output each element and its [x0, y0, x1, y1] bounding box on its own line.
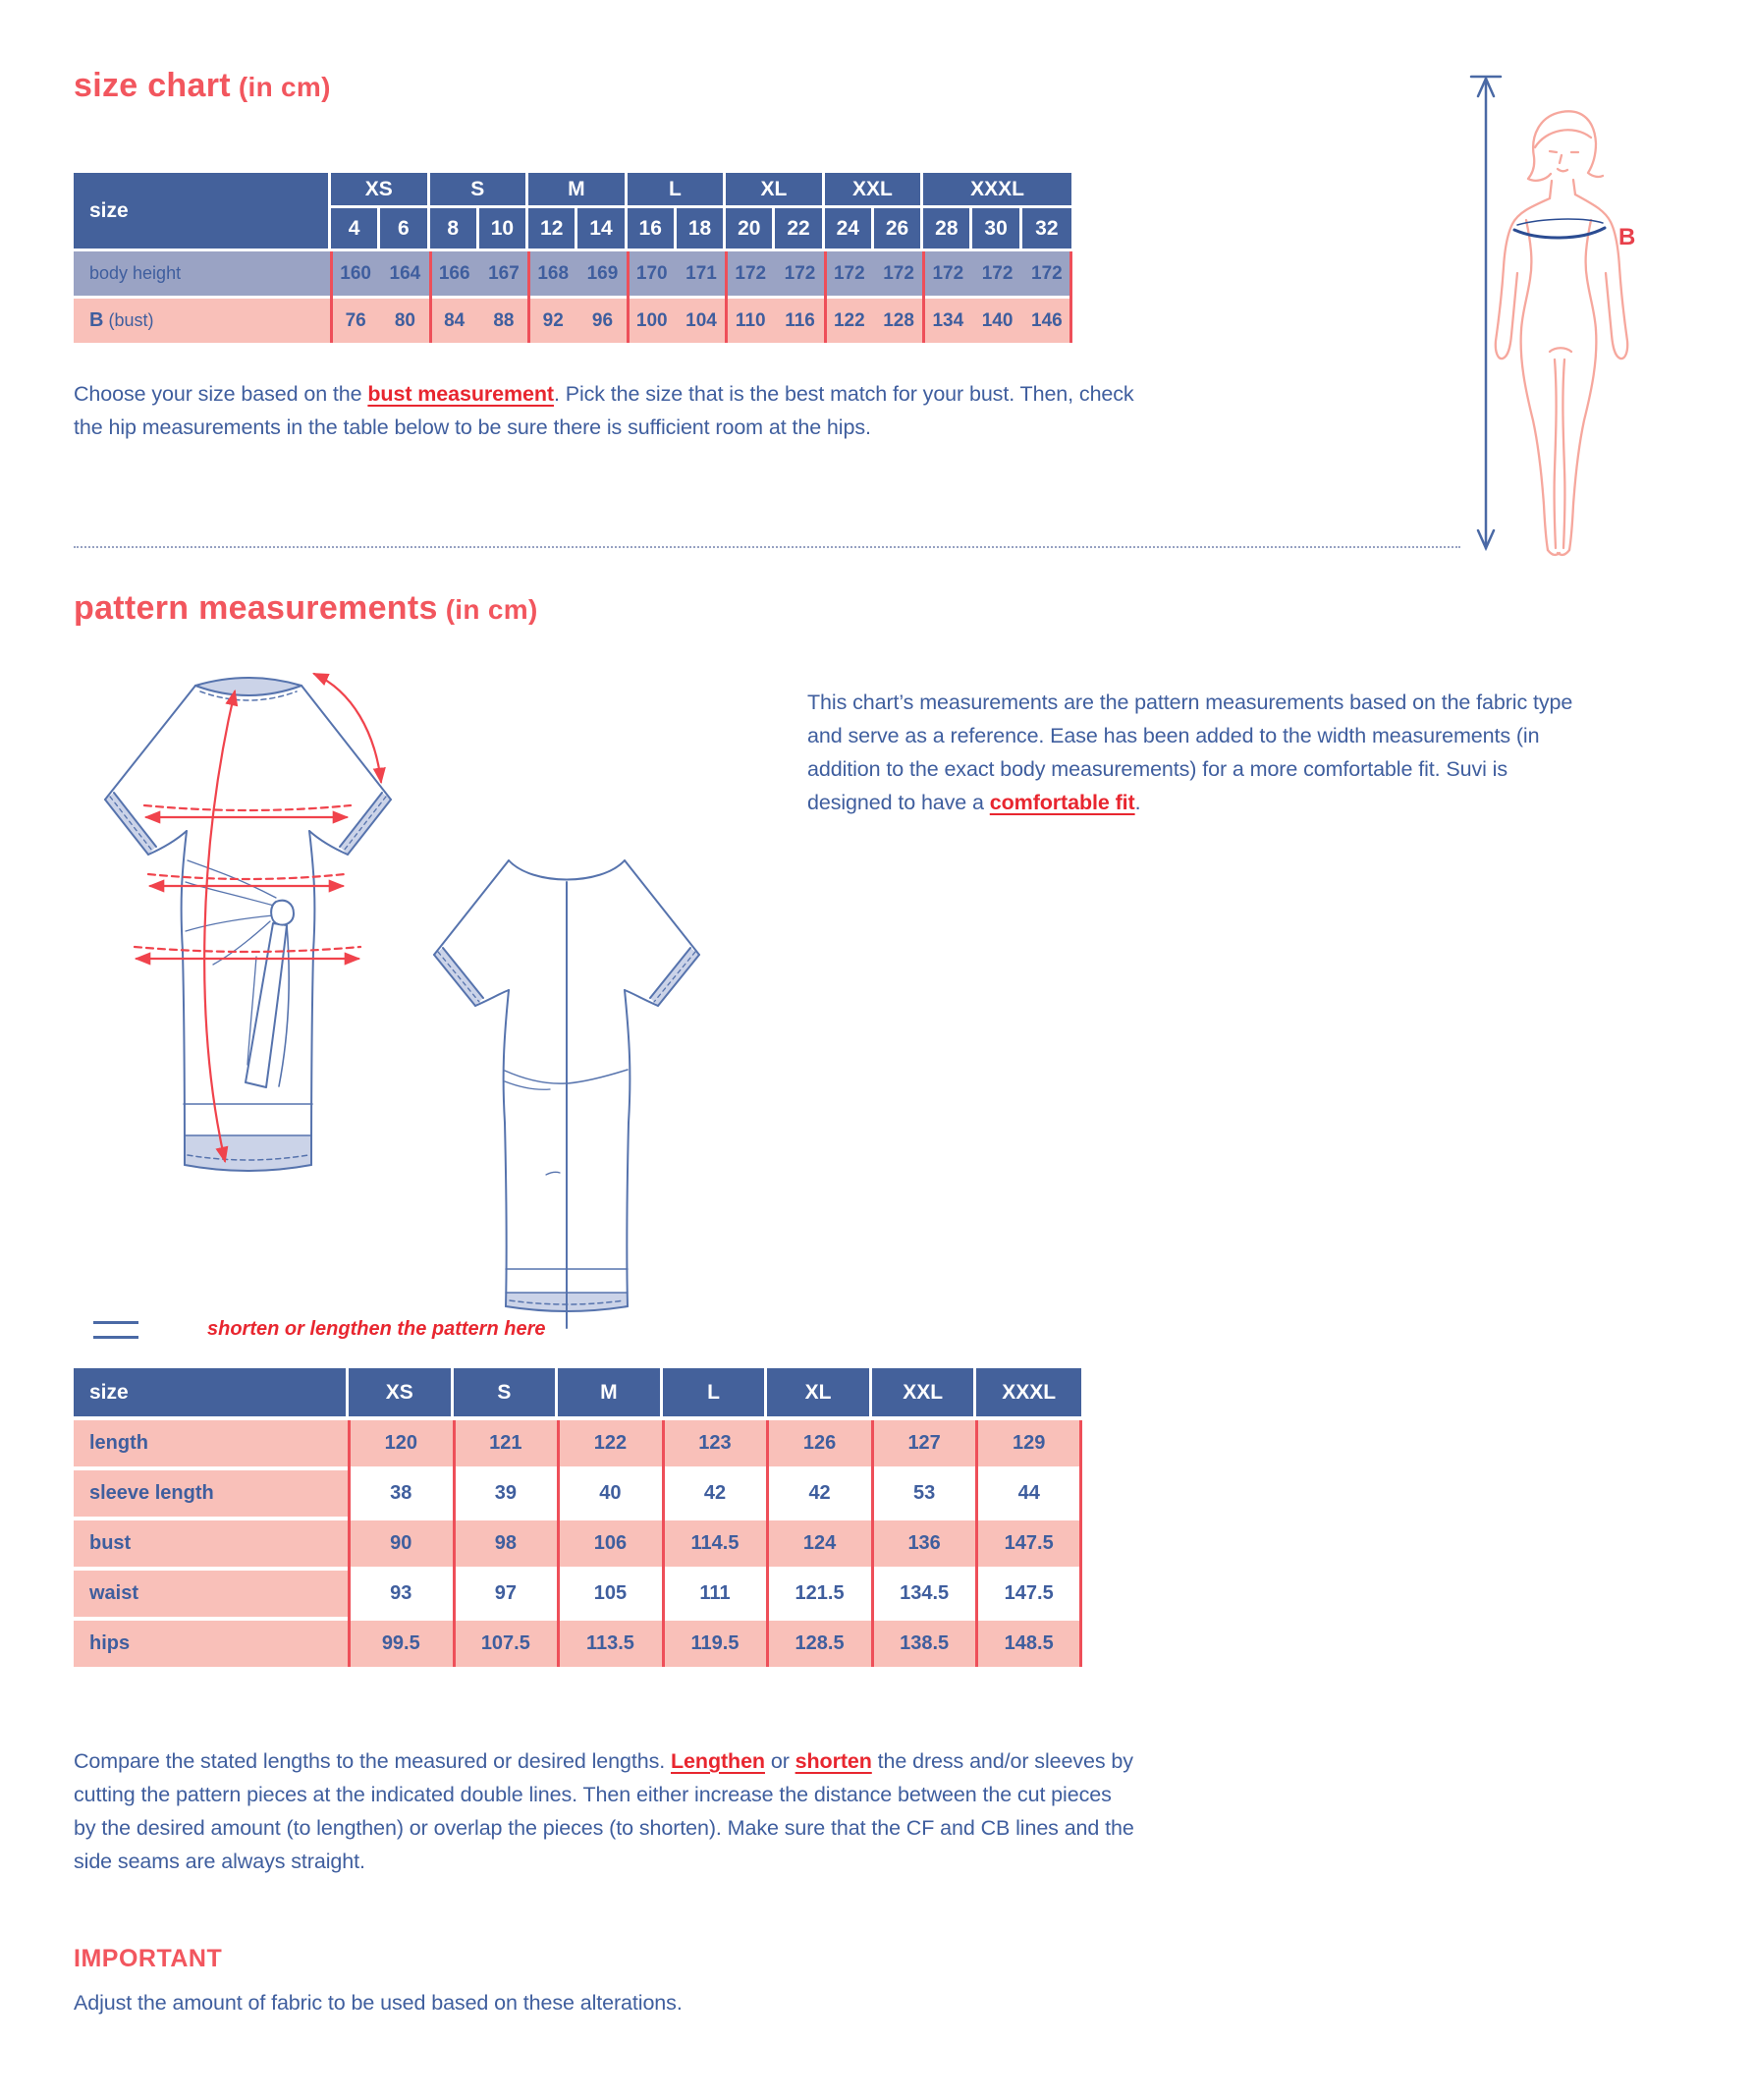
measurement-value: 122	[558, 1420, 663, 1466]
size-group-header: L	[628, 173, 727, 208]
size-chart-heading	[74, 67, 331, 105]
size-chart-value: 172	[735, 262, 767, 284]
measurement-row	[74, 1621, 1081, 1667]
size-chart-value: 104	[685, 309, 717, 331]
size-chart-value: 92	[542, 309, 564, 331]
group-separator-line	[824, 251, 827, 343]
size-chart-value: 76	[345, 309, 366, 331]
measurement-value: 39	[454, 1470, 559, 1517]
column-separator-line	[662, 1420, 665, 1667]
size-chart-value: 172	[883, 262, 914, 284]
measurement-row	[74, 1571, 1081, 1617]
measurement-value: 127	[872, 1420, 977, 1466]
size-chart-value: 168	[537, 262, 570, 284]
size-number-header: 16	[628, 208, 677, 249]
size-chart-value: 166	[438, 262, 470, 284]
measurement-value: 42	[663, 1470, 768, 1517]
size-chart-value: 172	[1031, 262, 1063, 284]
woman-figure	[1496, 111, 1627, 555]
column-separator-line	[1079, 1420, 1082, 1667]
measurement-value: 90	[349, 1520, 454, 1567]
size-number-header: 18	[677, 208, 726, 249]
size-chart-corner-label: size	[74, 173, 331, 249]
group-separator-line	[922, 251, 925, 343]
size-chart-value: 172	[932, 262, 964, 284]
shorten-link[interactable]: shorten	[795, 1749, 872, 1773]
front-shaded-areas	[105, 678, 391, 1171]
important-title: IMPORTANT	[74, 1945, 223, 1972]
measurement-value: 38	[349, 1470, 454, 1517]
pattern-measurements-table	[74, 1368, 1081, 1667]
measurement-row	[74, 1520, 1081, 1567]
size-number-header: 6	[380, 208, 429, 249]
comfortable-fit-link[interactable]: comfortable fit	[989, 791, 1135, 814]
measurement-value: 44	[976, 1470, 1081, 1517]
measurement-value: 93	[349, 1571, 454, 1617]
size-chart-value: 100	[635, 309, 668, 331]
size-number-header: 14	[577, 208, 627, 249]
measurement-value: 97	[454, 1571, 559, 1617]
size-number-header: 26	[874, 208, 923, 249]
group-separator-line	[725, 251, 728, 343]
measurement-value: 98	[454, 1520, 559, 1567]
group-separator-line	[429, 251, 432, 343]
measurement-value: 119.5	[663, 1621, 768, 1667]
lengthen-link[interactable]: Lengthen	[671, 1749, 765, 1773]
pattern-measurements-title: pattern measurements	[74, 589, 438, 627]
measurement-row-label: hips	[74, 1621, 349, 1667]
measurement-value: 113.5	[558, 1621, 663, 1667]
group-separator-line	[1069, 251, 1072, 343]
compare-text-1: Compare the stated lengths to the measured or desired lengths.	[74, 1749, 672, 1773]
compare-text-2: or	[764, 1749, 795, 1773]
size-chart-value: 160	[340, 262, 371, 284]
size-group-header: XXXL	[923, 173, 1071, 208]
size-chart-row-label: body height	[89, 263, 182, 283]
measurement-value: 134.5	[872, 1571, 977, 1617]
dress-front-sketch	[83, 662, 412, 1222]
pattern-measurements-heading	[74, 589, 538, 628]
measurement-value: 121.5	[767, 1571, 872, 1617]
pattern-size-header: XXXL	[976, 1368, 1081, 1416]
measurement-value: 120	[349, 1420, 454, 1466]
pattern-intro-paragraph	[807, 686, 1593, 819]
size-group-header: XL	[726, 173, 825, 208]
size-group-header: M	[528, 173, 628, 208]
compare-text-3: the dress and/or sleeves by cutting the pattern pieces at the indicated double lines. Then either increase the distance between the cut pieces by the desired amount (to lengthen) or overlap the pieces (to shorten). Make sure that the CF and CB lines and the side seams are always straight.	[74, 1749, 1134, 1873]
important-text: Adjust the amount of fabric to be used based on these alterations.	[74, 1991, 683, 2015]
size-number-header: 24	[825, 208, 874, 249]
size-chart-table	[74, 173, 1071, 343]
pattern-size-header: L	[663, 1368, 768, 1416]
measurement-row-label: length	[74, 1420, 349, 1466]
measurement-value: 107.5	[454, 1621, 559, 1667]
measurement-value: 129	[976, 1420, 1081, 1466]
size-chart-value: 167	[488, 262, 520, 284]
size-chart-value: 172	[981, 262, 1014, 284]
pattern-size-header: S	[454, 1368, 559, 1416]
pattern-table-header	[74, 1368, 1081, 1416]
column-separator-line	[975, 1420, 978, 1667]
size-chart-value: 169	[586, 262, 619, 284]
measurement-value: 111	[663, 1571, 768, 1617]
size-number-header: 20	[726, 208, 775, 249]
size-chart-value: 172	[833, 262, 865, 284]
measurement-value: 121	[454, 1420, 559, 1466]
body-figure-illustration	[1436, 65, 1672, 561]
size-number-header: 8	[430, 208, 479, 249]
size-chart-value: 164	[389, 262, 421, 284]
measurement-value: 105	[558, 1571, 663, 1617]
front-outline	[105, 678, 391, 1171]
size-chart-value: 88	[493, 309, 515, 331]
measurement-row-label: bust	[74, 1520, 349, 1567]
bust-measurement-link[interactable]: bust measurement	[367, 382, 554, 406]
size-chart-row-label: B (bust)	[89, 309, 154, 331]
size-chart-value: 172	[784, 262, 816, 284]
size-chart-value: 80	[394, 309, 415, 331]
double-cut-lines-icon	[93, 1321, 138, 1339]
column-separator-line	[348, 1420, 351, 1667]
size-chart-table-body	[74, 251, 1071, 343]
measurement-value: 53	[872, 1470, 977, 1517]
size-chart-table-header	[74, 173, 1071, 249]
size-chart-value: 110	[735, 309, 766, 331]
back-outline	[434, 860, 699, 1328]
size-chart-unit: (in cm)	[238, 72, 331, 102]
measurement-value: 99.5	[349, 1621, 454, 1667]
pattern-size-header: XS	[349, 1368, 454, 1416]
measurement-value: 136	[872, 1520, 977, 1567]
measurement-value: 148.5	[976, 1621, 1081, 1667]
compare-paragraph	[74, 1744, 1139, 1878]
dress-back-sketch	[416, 843, 717, 1346]
measurement-value: 42	[767, 1470, 872, 1517]
size-chart-value: 171	[685, 262, 717, 284]
size-chart-value: 96	[591, 309, 614, 331]
size-number-header: 28	[923, 208, 972, 249]
pattern-size-header: XL	[767, 1368, 872, 1416]
pattern-size-header: XXL	[872, 1368, 977, 1416]
measurement-value: 123	[663, 1420, 768, 1466]
intro-text-1: This chart’s measurements are the pattern measurements based on the fabric type and serve as a reference. Ease has been added to the width measurements (in addition to the exact body measurements) for a more comfortable fit. Suvi is designed to have a	[807, 691, 1573, 814]
measurement-value: 106	[558, 1520, 663, 1567]
height-arrow	[1471, 77, 1501, 548]
size-chart-value: 84	[444, 309, 466, 331]
size-number-header: 12	[528, 208, 577, 249]
size-chart-value: 170	[635, 262, 668, 284]
size-chart-value: 146	[1031, 309, 1063, 331]
measurement-value: 126	[767, 1420, 872, 1466]
size-group-header: XS	[331, 173, 430, 208]
size-number-header: 32	[1022, 208, 1071, 249]
measurement-value: 147.5	[976, 1520, 1081, 1567]
group-separator-line	[627, 251, 630, 343]
measurement-row	[74, 1420, 1081, 1466]
bust-letter-label: B	[1618, 224, 1636, 250]
size-chart-value: 128	[883, 309, 914, 331]
size-chart-value: 140	[981, 309, 1014, 331]
size-number-header: 22	[775, 208, 824, 249]
group-separator-line	[330, 251, 333, 343]
legend-label: shorten or lengthen the pattern here	[207, 1318, 546, 1340]
measurement-row	[74, 1470, 1081, 1517]
pattern-table-corner-label: size	[74, 1368, 349, 1416]
note-text-2: . Pick the size that is the best match for your bust. Then, check the hip measurements in the table below to be sure there is sufficient room at the hips.	[74, 382, 1134, 439]
measurement-row-label: sleeve length	[74, 1470, 349, 1517]
size-number-header: 30	[972, 208, 1021, 249]
measurement-row-label: waist	[74, 1571, 349, 1617]
intro-text-2: .	[1134, 791, 1141, 814]
column-separator-line	[871, 1420, 874, 1667]
size-group-header: S	[430, 173, 529, 208]
size-chart-title: size chart	[74, 67, 231, 104]
measurement-value: 40	[558, 1470, 663, 1517]
size-number-header: 4	[331, 208, 380, 249]
size-number-header: 10	[479, 208, 528, 249]
group-separator-line	[527, 251, 530, 343]
size-chart-value: 134	[932, 309, 964, 331]
pattern-measurements-unit: (in cm)	[445, 594, 538, 625]
section-divider	[74, 546, 1460, 548]
measurement-value: 138.5	[872, 1621, 977, 1667]
measurement-value: 128.5	[767, 1621, 872, 1667]
size-chart-value: 116	[785, 309, 815, 331]
note-text-1: Choose your size based on the	[74, 382, 368, 406]
size-note-paragraph	[74, 377, 1139, 444]
column-separator-line	[453, 1420, 456, 1667]
measurement-value: 124	[767, 1520, 872, 1567]
column-separator-line	[766, 1420, 769, 1667]
size-group-header: XXL	[825, 173, 924, 208]
measurement-value: 147.5	[976, 1571, 1081, 1617]
measurement-value: 114.5	[663, 1520, 768, 1567]
lengthen-shorten-legend	[93, 1318, 545, 1341]
column-separator-line	[557, 1420, 560, 1667]
pattern-size-header: M	[558, 1368, 663, 1416]
pattern-table-body	[74, 1420, 1081, 1667]
size-chart-value: 122	[833, 309, 865, 331]
